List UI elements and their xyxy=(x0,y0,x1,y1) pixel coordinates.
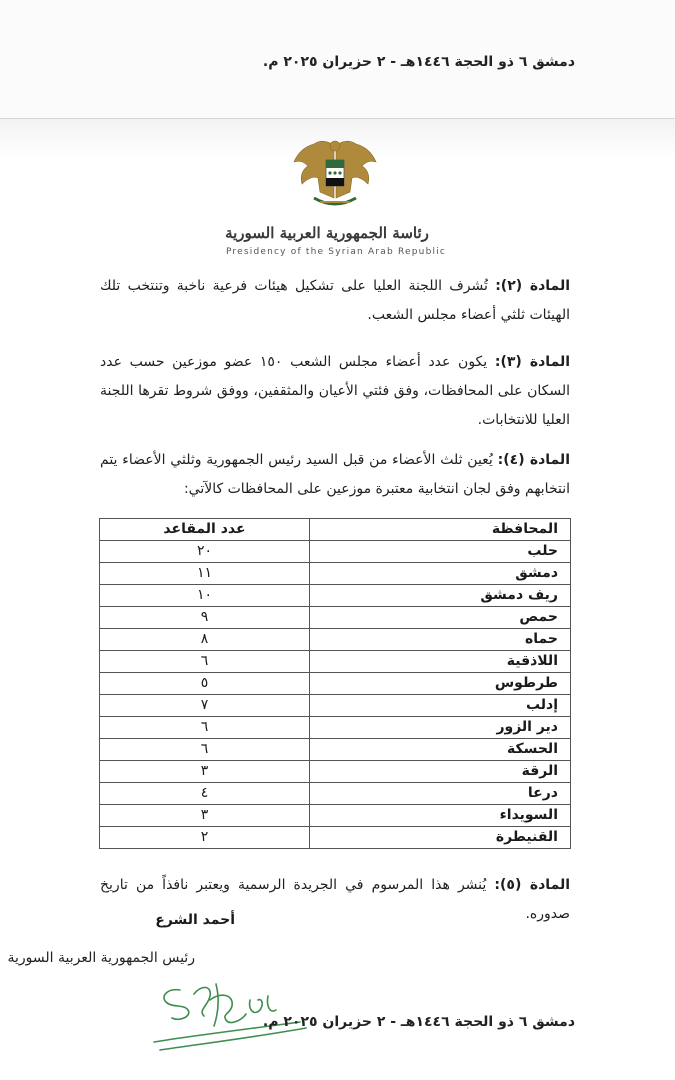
seat-count-cell: ١١ xyxy=(100,563,310,585)
table-row xyxy=(100,607,571,629)
table-row xyxy=(100,695,571,717)
governorate-cell: دير الزور xyxy=(310,717,571,739)
seats-table xyxy=(99,518,571,849)
seat-count-cell: ٥ xyxy=(100,673,310,695)
article-4-label: المادة (٤): xyxy=(497,452,570,468)
seat-count-cell: ٢ xyxy=(100,827,310,849)
governorate-header: المحافظة xyxy=(310,519,571,541)
table-row xyxy=(100,827,571,849)
date-line-bottom: دمشق ٦ ذو الحجة ١٤٤٦هـ - ٢ حزيران ٢٠٢٥ م. xyxy=(262,1014,575,1030)
seat-count-cell: ٦ xyxy=(100,717,310,739)
seats-table-body xyxy=(100,541,571,849)
table-row xyxy=(100,651,571,673)
governorate-cell: حلب xyxy=(310,541,571,563)
table-row xyxy=(100,563,571,585)
table-row xyxy=(100,805,571,827)
seat-count-cell: ١٠ xyxy=(100,585,310,607)
signer-name: أحمد الشرع xyxy=(155,912,235,928)
syrian-eagle-emblem-icon xyxy=(290,136,380,214)
governorate-cell: الحسكة xyxy=(310,739,571,761)
governorate-cell: ريف دمشق xyxy=(310,585,571,607)
article-2 xyxy=(100,272,570,330)
governorate-cell: إدلب xyxy=(310,695,571,717)
article-5-text: يُنشر هذا المرسوم في الجريدة الرسمية ويعتبر نافذاً من تاريخ صدوره. xyxy=(100,877,570,922)
table-row xyxy=(100,541,571,563)
table-row xyxy=(100,717,571,739)
article-5-label: المادة (٥): xyxy=(494,877,571,893)
letterhead-title-english: Presidency of the Syrian Arab Republic xyxy=(225,247,447,257)
signer-title: رئيس الجمهورية العربية السورية xyxy=(7,950,195,966)
article-4 xyxy=(100,446,570,504)
governorate-cell: حمص xyxy=(310,607,571,629)
article-4-text: يُعين ثلث الأعضاء من قبل السيد رئيس الجمهورية وثلثي الأعضاء يتم انتخابهم وفق لجان انتخابية معتبرة موزعين على المحافظات كالآتي: xyxy=(100,452,570,497)
governorate-cell: درعا xyxy=(310,783,571,805)
article-2-label: المادة (٢): xyxy=(495,278,571,294)
table-row xyxy=(100,739,571,761)
table-row xyxy=(100,629,571,651)
seats-header: عدد المقاعد xyxy=(100,519,310,541)
article-3 xyxy=(100,348,570,435)
seat-count-cell: ٢٠ xyxy=(100,541,310,563)
governorate-cell: طرطوس xyxy=(310,673,571,695)
governorate-cell: القنيطرة xyxy=(310,827,571,849)
seat-count-cell: ٦ xyxy=(100,739,310,761)
seat-count-cell: ٤ xyxy=(100,783,310,805)
governorate-cell: حماه xyxy=(310,629,571,651)
article-3-label: المادة (٣): xyxy=(494,354,571,370)
date-line-top: دمشق ٦ ذو الحجة ١٤٤٦هـ - ٢ حزيران ٢٠٢٥ م. xyxy=(262,54,575,70)
seat-count-cell: ٣ xyxy=(100,761,310,783)
governorate-cell: الرقة xyxy=(310,761,571,783)
governorate-cell: دمشق xyxy=(310,563,571,585)
governorate-cell: اللاذقية xyxy=(310,651,571,673)
letterhead-title-arabic: رئاسة الجمهورية العربية السورية xyxy=(225,224,429,242)
seat-count-cell: ٧ xyxy=(100,695,310,717)
seat-count-cell: ٨ xyxy=(100,629,310,651)
seat-count-cell: ٩ xyxy=(100,607,310,629)
table-row xyxy=(100,585,571,607)
table-row xyxy=(100,673,571,695)
table-row xyxy=(100,783,571,805)
seat-count-cell: ٣ xyxy=(100,805,310,827)
table-row xyxy=(100,761,571,783)
article-3-text: يكون عدد أعضاء مجلس الشعب ١٥٠ عضو موزعين حسب عدد السكان على المحافظات، وفق فئتي الأعيان والمثقفين، ووفق شروط تقرها اللجنة العليا للانتخابات. xyxy=(100,354,570,428)
article-2-text: تُشرف اللجنة العليا على تشكيل هيئات فرعية ناخبة وتنتخب تلك الهيئات ثلثي أعضاء مجلس الشعب. xyxy=(100,278,570,323)
seat-count-cell: ٦ xyxy=(100,651,310,673)
governorate-cell: السويداء xyxy=(310,805,571,827)
table-header-row xyxy=(100,519,571,541)
